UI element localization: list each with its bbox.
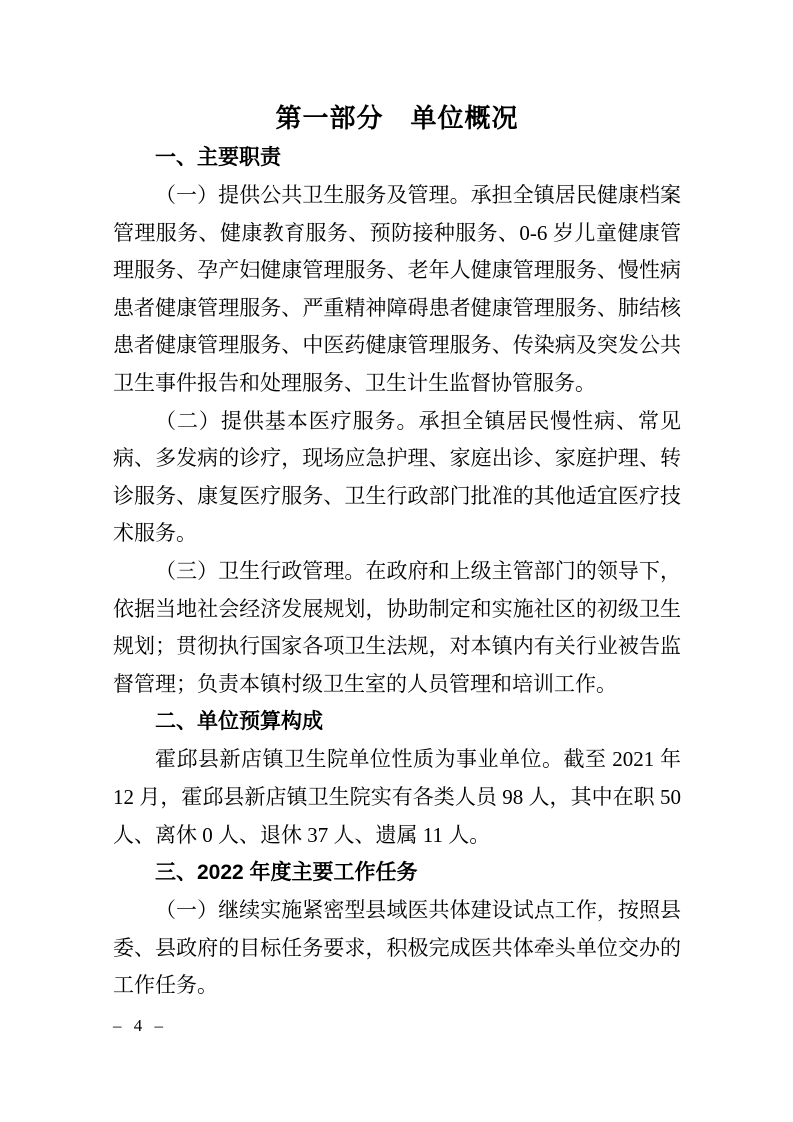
paragraph-health-administration: （三）卫生行政管理。在政府和上级主管部门的领导下，依据当地社会经济发展规划，协助制定和实施社区的初级卫生规划；贯彻执行国家各项卫生法规，对本镇内有关行业被告监督管理；负责本镇村级卫生室的人员管理和培训工作。 bbox=[113, 558, 681, 696]
paragraph-medical-community-pilot: （一）继续实施紧密型县域医共体建设试点工作，按照县委、县政府的目标任务要求，积极完成医共体牵头单位交办的工作任务。 bbox=[113, 898, 681, 998]
page-title: 第一部分 单位概况 bbox=[275, 103, 519, 133]
paragraph-unit-staffing: 霍邱县新店镇卫生院单位性质为事业单位。截至 2021 年 12 月，霍邱县新店镇卫生院实有各类人员 98 人，其中在职 50 人、离休 0 人、退休 37 人、遗属 11 人。 bbox=[113, 747, 681, 847]
paragraph-basic-medical-services: （二）提供基本医疗服务。承担全镇居民慢性病、常见病、多发病的诊疗，现场应急护理、家庭出诊、家庭护理、转诊服务、康复医疗服务、卫生行政部门批准的其他适宜医疗技术服务。 bbox=[113, 408, 681, 546]
paragraph-public-health-services: （一）提供公共卫生服务及管理。承担全镇居民健康档案管理服务、健康教育服务、预防接种服务、0-6 岁儿童健康管理服务、孕产妇健康管理服务、老年人健康管理服务、慢性病患者健康管理服务、严重精神障碍患者健康管理服务、肺结核患者健康管理服务、中医药健康管理服务、传染病及突发公共卫生事件报告和处理服务、卫生计生监督协管服务。 bbox=[113, 183, 681, 395]
page-number: – 4 – bbox=[113, 1016, 167, 1035]
section-heading-2022-main-tasks: 三、2022 年度主要工作任务 bbox=[155, 861, 418, 885]
section-heading-budget-composition: 二、单位预算构成 bbox=[155, 710, 323, 734]
section-heading-main-duties: 一、主要职责 bbox=[155, 146, 281, 169]
